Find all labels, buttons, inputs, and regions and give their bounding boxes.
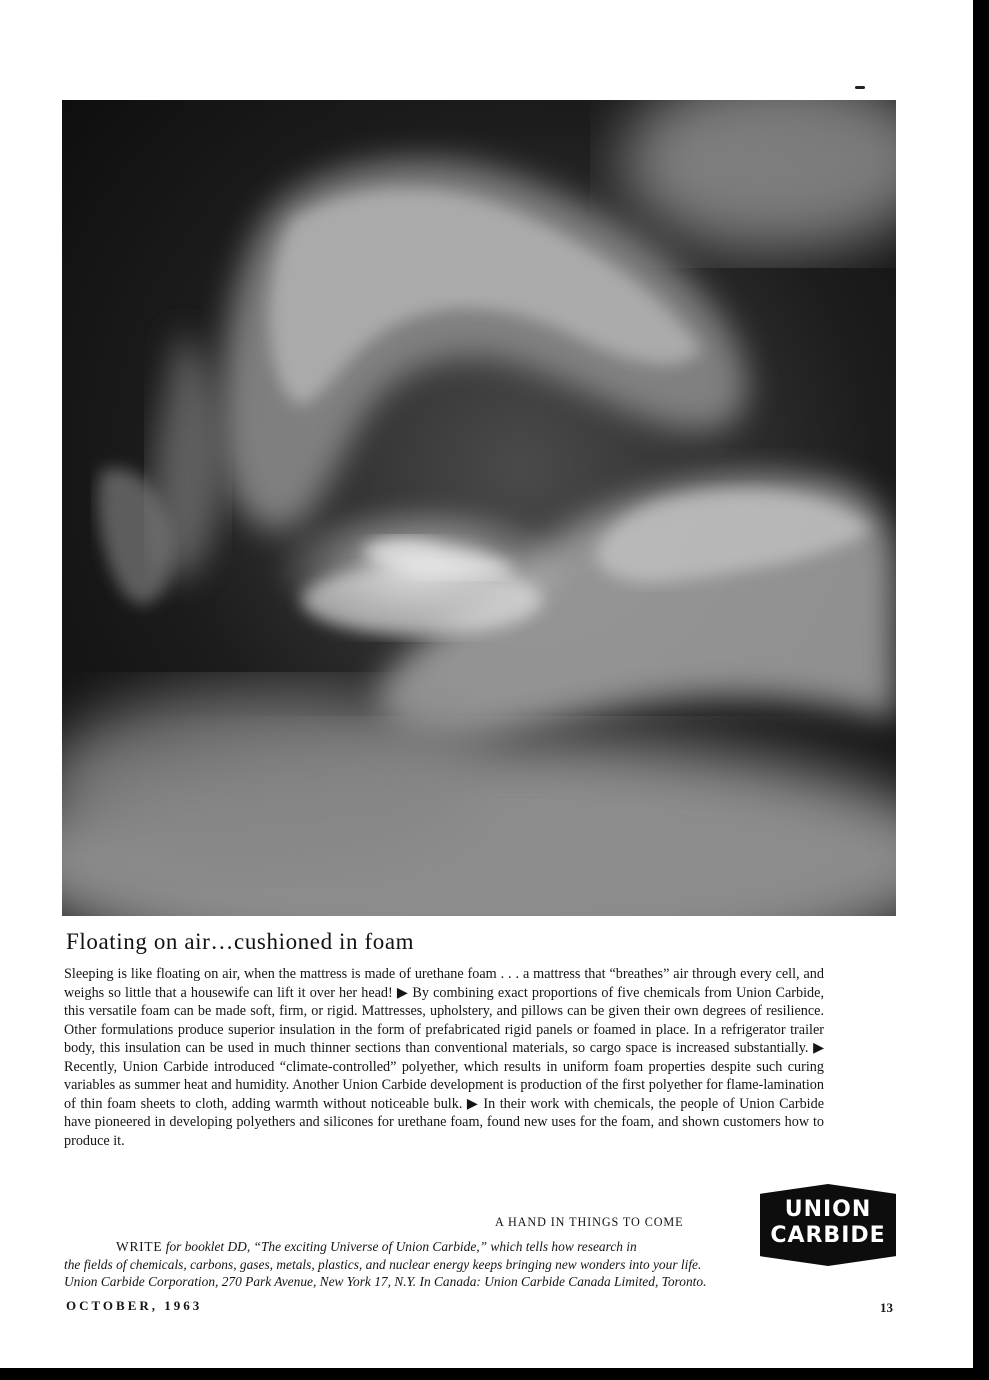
booklet-offer-line-2: the fields of chemicals, carbons, gases, metals, plastics, and nuclear energy keeps bringing new wonders into your life.	[64, 1256, 702, 1272]
scan-edge-right	[973, 0, 989, 1380]
logo-line-1: UNION	[784, 1197, 872, 1222]
booklet-offer	[64, 1238, 854, 1291]
booklet-offer-line-1	[64, 1238, 854, 1256]
tagline: A HAND IN THINGS TO COME	[495, 1215, 684, 1229]
address-line: Union Carbide Corporation, 270 Park Avenue, New York 17, N.Y. In Canada: Union Carbide Canada Limited, Toronto.	[64, 1274, 707, 1289]
headline: Floating on air…cushioned in foam	[66, 929, 415, 954]
logo-line-2: CARBIDE	[770, 1223, 886, 1248]
hands-cradling-sleeper-illustration	[62, 100, 896, 916]
write-lead: WRITE	[116, 1239, 163, 1254]
page-number: 13	[880, 1300, 893, 1315]
body-copy: Sleeping is like floating on air, when the mattress is made of urethane foam . . . a mattress that “breathes” air through every cell, and weighs so little that a housewife can lift it over her head! ▶ By combining exact proportions of five chemicals from Union Carbide, this versatile foam can be made soft, firm, or rigid. Mattresses, upholstery, and pillows can be given their own degrees of resilience. Other formulations produce superior insulation in the form of prefabricated rigid panels or foamed in place. In a refrigerator trailer body, this insulation can be used in much thinner sections than conventional materials, so cargo space is increased substantially. ▶ Recently, Union Carbide introduced “climate-controlled” polyether, which results in uniform foam properties despite such curing variables as summer heat and humidity. Another Union Carbide development is production of the first polyether for flame-lamination of thin foam sheets to cloth, adding warmth without noticeable bulk. ▶ In their work with chemicals, the people of Union Carbide have pioneered in developing polyethers and silicones for urethane foam, found new uses for the foam, and shown customers how to produce it.	[64, 966, 824, 1149]
print-mark	[855, 86, 865, 89]
scan-edge-bottom	[0, 1368, 989, 1380]
booklet-offer-text: for booklet DD, “The exciting Universe of Union Carbide,” which tells how research in	[162, 1239, 637, 1254]
issue-date: OCTOBER, 1963	[66, 1298, 203, 1313]
